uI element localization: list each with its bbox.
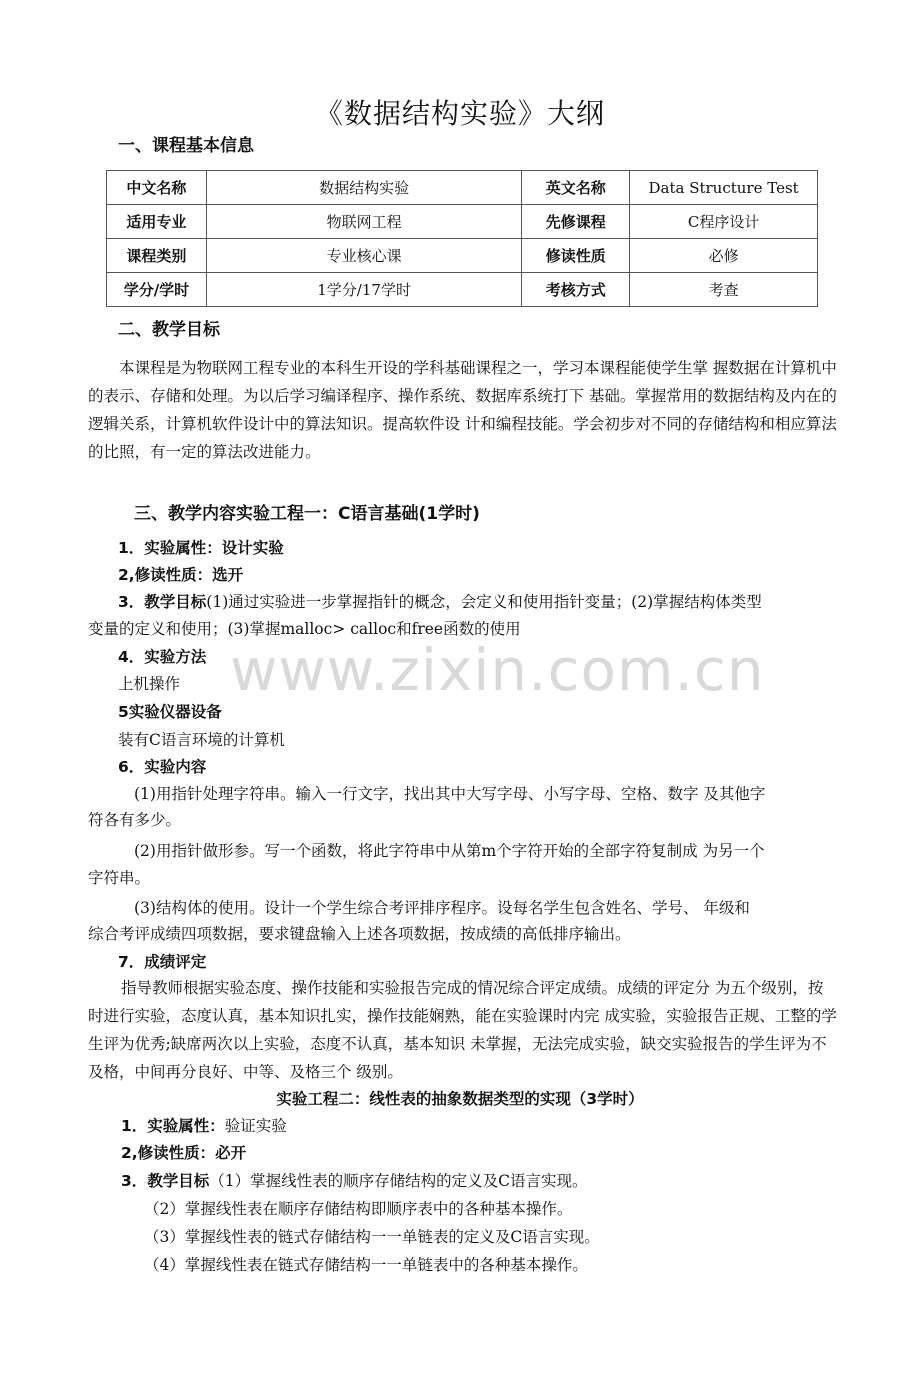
table-cell: C程序设计 bbox=[630, 205, 818, 239]
table-label: 学分/学时 bbox=[107, 273, 207, 307]
exp2-attr-label: 1．实验属性： bbox=[121, 1117, 225, 1135]
table-cell: 考查 bbox=[630, 273, 818, 307]
section-heading-goals: 二、教学目标 bbox=[118, 320, 220, 340]
exp2-goal4: （4）掌握线性表在链式存储结构一一单链表中的各种基本操作。 bbox=[144, 1256, 588, 1274]
exp1-goal-line2: 变量的定义和使用；(3)掌握malloc> calloc和free函数的使用 bbox=[88, 620, 521, 638]
exp1-content2-line2: 字符串。 bbox=[88, 869, 151, 887]
exp2-goal2: （2）掌握线性表在顺序存储结构即顺序表中的各种基本操作。 bbox=[144, 1200, 573, 1218]
section3-prefix: 三、教学内容 bbox=[134, 504, 236, 524]
exp1-goal-label: 3．教学目标 bbox=[118, 593, 207, 611]
table-cell: 必修 bbox=[630, 239, 818, 273]
exp1-method: 上机操作 bbox=[118, 675, 181, 693]
exp2-goal1: （1）掌握线性表的顺序存储结构的定义及C语言实现。 bbox=[209, 1172, 588, 1190]
exp1-content2-line1: (2)用指针做形参。写一个函数，将此字符串中从第m个字符开始的全部字符复制成 为另一个 bbox=[134, 842, 765, 860]
exp1-content3-line1: (3)结构体的使用。设计一个学生综合考评排序程序。设每名学生包含姓名、学号、 年级和 bbox=[134, 899, 750, 917]
table-cell: 物联网工程 bbox=[206, 205, 522, 239]
table-row bbox=[107, 239, 818, 273]
exp1-goal-line1 bbox=[118, 590, 762, 612]
table-label: 课程类别 bbox=[107, 239, 207, 273]
table-cell: Data Structure Test bbox=[630, 171, 818, 205]
table-cell: 数据结构实验 bbox=[206, 171, 522, 205]
document-title: 《数据结构实验》大纲 bbox=[314, 97, 605, 130]
exp1-grade-label: 7．成绩评定 bbox=[118, 953, 207, 971]
exp2-goal-label: 3．教学目标 bbox=[121, 1172, 210, 1190]
table-label: 适用专业 bbox=[107, 205, 207, 239]
exp2-goal3: （3）掌握线性表的链式存储结构一一单链表的定义及C语言实现。 bbox=[144, 1228, 600, 1246]
table-label: 修读性质 bbox=[522, 239, 630, 273]
exp1-content-label: 6．实验内容 bbox=[118, 758, 207, 776]
section-heading-content bbox=[134, 499, 480, 524]
table-label: 中文名称 bbox=[107, 171, 207, 205]
exp2-title: 实验工程二：线性表的抽象数据类型的实现（3学时） bbox=[276, 1090, 644, 1108]
goal-paragraph: 本课程是为物联网工程专业的本科生开设的学科基础课程之一，学习本课程能使学生掌 握数据在计算机中的表示、存储和处理。为以后学习编译程序、操作系统、数据库系统打下 基础。掌握常用的数据结构及内在的逻辑关系，计算机软件设计中的算法知识。提高软件设 计和编程技能。学会初步对不同的存储结构和相应算法的比照，有一定的算法改进能力。 bbox=[88, 359, 837, 461]
exp1-equip-label: 5实验仪器设备 bbox=[118, 703, 222, 721]
exp2-nature: 2,修读性质：必开 bbox=[121, 1144, 247, 1162]
exp2-attr bbox=[121, 1114, 287, 1136]
course-info-table bbox=[106, 170, 818, 307]
table-row bbox=[107, 273, 818, 307]
exp1-grade-paragraph: 指导教师根据实验态度、操作技能和实验报告完成的情况综合评定成绩。成绩的评定分 为五个级别，按时进行实验，态度认真，基本知识扎实，操作技能娴熟，能在实验课时内完 成实验，实验报告正规、工整的学生评为优秀;缺席两次以上实验，态度不认真，基本知识 未掌握，无法完成实验，缺交实验报告的学生评为不及格，中间再分良好、中等、及格三个 级别。 bbox=[88, 979, 837, 1081]
exp1-equip: 装有C语言环境的计算机 bbox=[118, 731, 285, 749]
exp1-nature: 2,修读性质：选开 bbox=[118, 566, 244, 584]
table-row bbox=[107, 205, 818, 239]
exp1-method-label: 4．实验方法 bbox=[118, 648, 207, 666]
exp2-goal-line1 bbox=[121, 1169, 588, 1191]
table-label: 英文名称 bbox=[522, 171, 630, 205]
table-cell: 1学分/17学时 bbox=[206, 273, 522, 307]
table-label: 先修课程 bbox=[522, 205, 630, 239]
exp2-attr-value: 验证实验 bbox=[224, 1117, 287, 1135]
exp1-attr: 1．实验属性：设计实验 bbox=[118, 539, 284, 557]
exp1-title: 实验工程一：C语言基础(1学时) bbox=[236, 504, 480, 524]
exp1-content3-line2: 综合考评成绩四项数据，要求键盘输入上述各项数据，按成绩的高低排序输出。 bbox=[88, 925, 631, 943]
exp1-content1-line1: (1)用指针处理字符串。输入一行文字，找出其中大写字母、小写字母、空格、数字 及其他字 bbox=[134, 785, 766, 803]
exp1-content1-line2: 符各有多少。 bbox=[88, 811, 182, 829]
table-cell: 专业核心课 bbox=[206, 239, 522, 273]
watermark: www.zixin.com.cn bbox=[230, 636, 765, 704]
exp1-goal-text: (1)通过实验进一步掌握指针的概念，会定义和使用指针变量；(2)掌握结构体类型 bbox=[206, 593, 762, 611]
section-heading-basic-info: 一、课程基本信息 bbox=[118, 136, 254, 156]
table-row bbox=[107, 171, 818, 205]
table-label: 考核方式 bbox=[522, 273, 630, 307]
